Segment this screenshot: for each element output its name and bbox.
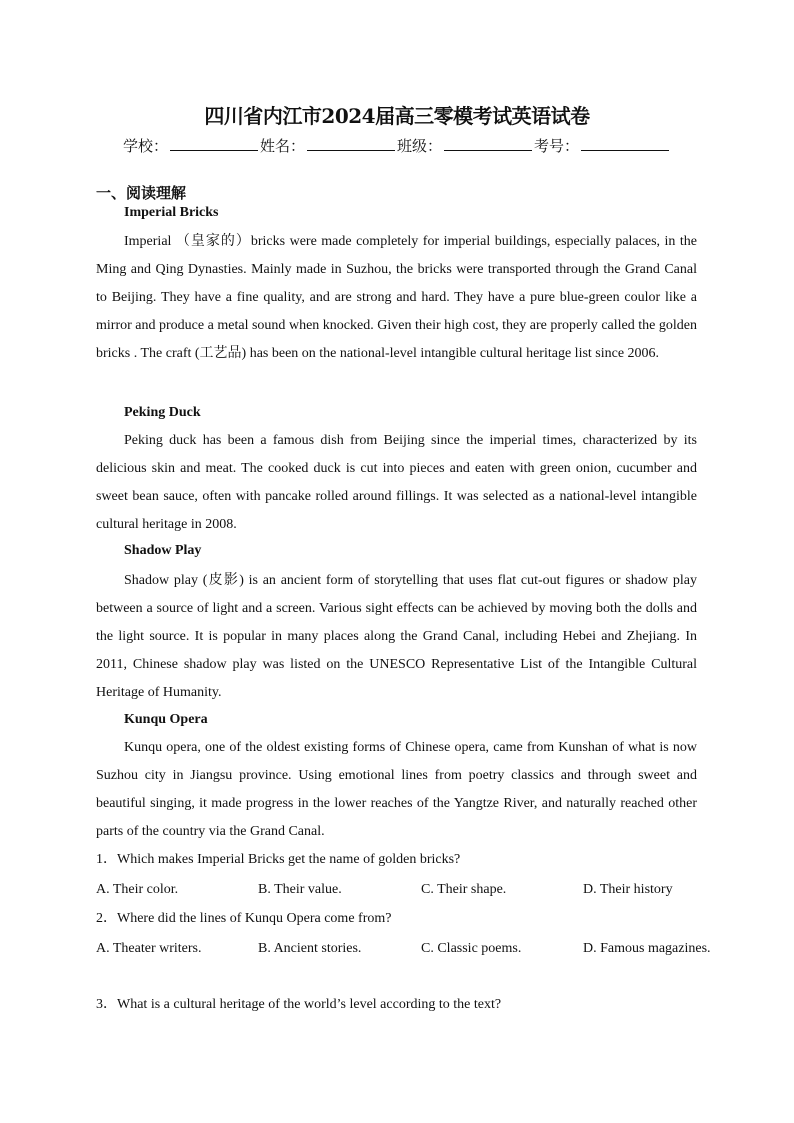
question-1-options [96,876,697,904]
question-1: 1．Which makes Imperial Bricks get the name of golden bricks? [96,852,461,867]
option-c[interactable]: C. Their shape. [421,882,507,897]
class-blank[interactable] [444,136,532,151]
option-c[interactable]: C. Classic poems. [421,941,522,956]
student-info-line [0,135,794,156]
passage-text: Imperial （皇家的）bricks were made completely for imperial buildings, especially palaces, in the Ming and Qing Dynasties. Mainly made in Suzhou, the bricks were transported through the Grand Canal to Beijing. They have a fine quality, and are strong and hard. They have a pure blue-green coulor like a mirror and produce a metal sound when knocked. Given their high cost, they are properly called the golden bricks . The craft (工艺品) has been on the national-level intangible cultural heritage list since 2006. [96,234,697,361]
option-d[interactable]: D. Famous magazines. [583,941,711,956]
page-title: 四川省内江市2024届高三零模考试英语试卷 [204,104,590,128]
question-3: 3．What is a cultural heritage of the world’s level according to the text? [96,997,502,1012]
exam-no-label: 考号： [534,137,580,155]
name-blank[interactable] [307,136,395,151]
exam-no-blank[interactable] [581,136,669,151]
option-a[interactable]: A. Theater writers. [96,941,202,956]
question-2-options [96,935,711,963]
option-d[interactable]: D. Their history [583,882,673,897]
passage-heading: Peking Duck [124,405,201,420]
passage-text: Peking duck has been a famous dish from Beijing since the imperial times, characterized by its delicious skin and meat. The cooked duck is cut into pieces and eaten with green onion, cucumber and sweet bean sauce, often with pancake rolled around fillings. It was selected as a national-level intangible cultural heritage in 2008. [96,433,697,532]
name-label: 姓名： [259,137,305,155]
school-blank[interactable] [170,136,258,151]
question-2: 2．Where did the lines of Kunqu Opera come from? [96,911,392,926]
passage-heading: Imperial Bricks [124,205,219,220]
class-label: 班级： [397,137,443,155]
school-label: 学校： [122,137,168,155]
passage-text: Kunqu opera, one of the oldest existing forms of Chinese opera, came from Kunshan of what is now Suzhou city in Jiangsu province. Using emotional lines from poetry classics and through sweet and beautiful singing, it made progress in the lower reaches of the Yangtze River, and naturally reached other parts of the country via the Grand Canal. [96,740,697,839]
option-a[interactable]: A. Their color. [96,882,179,897]
passage-text: Shadow play (皮影) is an ancient form of storytelling that uses flat cut-out figures or shadow play between a source of light and a screen. Various sight effects can be achieved by moving both the dolls and the light source. It is popular in many places along the Grand Canal, including Hebei and Zhejiang. In 2011, Chinese shadow play was listed on the UNESCO Representative List of the Intangible Cultural Heritage of Humanity. [96,573,697,700]
passage-heading: Kunqu Opera [124,712,208,727]
passage-heading: Shadow Play [124,543,202,558]
option-b[interactable]: B. Ancient stories. [258,941,362,956]
option-b[interactable]: B. Their value. [258,882,342,897]
section-title: 一、阅读理解 [96,184,187,202]
